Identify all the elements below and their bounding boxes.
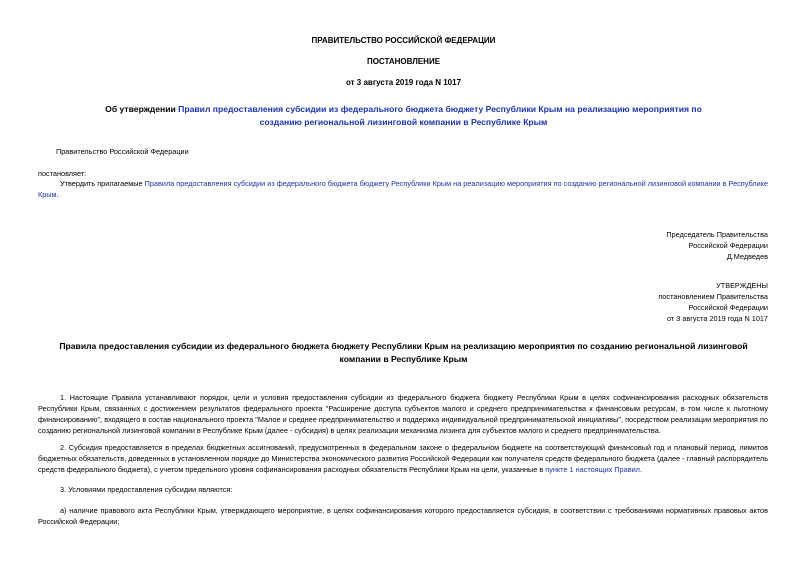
paragraph-1: [38, 392, 768, 436]
approved-by: постановлением Правительства: [658, 292, 768, 301]
paragraph-3-text: 3. Условиями предоставления субсидии являются:: [60, 485, 233, 494]
rules-title: Правила предоставления субсидии из федерального бюджета бюджету Республики Крым на реализацию мероприятия по созданию региональной лизинговой компании в Республике Крым: [59, 341, 748, 364]
approve-suffix: .: [56, 190, 59, 199]
paragraph-4: [38, 505, 768, 527]
approve-prefix: Утвердить прилагаемые: [60, 179, 145, 188]
paragraph-2-text: 2. Субсидия предоставляется в пределах бюджетных ассигнований, предусмотренных в федеральном законе о федеральном бюджете на соответствующий финансовый год и плановый период, лимитов бюджетных обязательств, доведенных в установленном порядке до Министерства экономического развития Российской Федерации как получателя средств федерального бюджета (далее - главный распорядитель средств федерального бюджета), с учетом предельного уровня софинансирования расходных обязательств Республики Крым на цели, указанные в: [38, 443, 768, 474]
clause-1-link[interactable]: пункте 1 настоящих Правил: [545, 465, 640, 474]
signature-position: Председатель Правительства: [666, 230, 768, 239]
preamble-decides: постановляет:: [38, 169, 87, 178]
document-type: ПОСТАНОВЛЕНИЕ: [366, 57, 441, 66]
approve-rules-link[interactable]: Правила предоставления субсидии из федерального бюджета бюджету Республики Крым на реализацию мероприятия по созданию региональной лизинговой компании в Республике Крым: [38, 179, 768, 199]
signature-country: Российской Федерации: [688, 241, 768, 250]
title-rules-link[interactable]: Правил предоставления субсидии из федерального бюджета бюджету Республики Крым на реализацию мероприятия по созданию региональной лизинговой компании в Республике Крым: [178, 104, 702, 127]
paragraph-2: [38, 442, 768, 475]
approved-stamp: УТВЕРЖДЕНЫ: [716, 281, 768, 290]
approved-date: от 3 августа 2019 года N 1017: [666, 314, 768, 323]
document-date-number: от 3 августа 2019 года N 1017: [345, 78, 462, 87]
paragraph-4-text: а) наличие правового акта Республики Крым, утверждающего мероприятие, в целях софинансирования которого предоставляется субсидия, в соответствии с требованиями нормативных правовых актов Российской Федерации;: [38, 506, 768, 526]
preamble-actor: Правительство Российской Федерации: [56, 147, 189, 156]
approved-country: Российской Федерации: [688, 303, 768, 312]
government-heading: ПРАВИТЕЛЬСТВО РОССИЙСКОЙ ФЕДЕРАЦИИ: [311, 36, 496, 45]
paragraph-1-text: 1. Настоящие Правила устанавливают порядок, цели и условия предоставления субсидии из федерального бюджета бюджету Республики Крым в целях софинансирования расходных обязательств Республики Крым, связанных с достижением результатов федерального проекта "Расширение доступа субъектов малого и среднего предпринимательства к финансовым ресурсам, в том числе к льготному финансированию", входящего в состав национального проекта "Малое и среднее предпринимательство и поддержка индивидуальной предпринимательской инициативы", посредством реализации мероприятия по созданию региональной лизинговой компании в Республике Крым (далее - субсидия) в целях реализации механизма лизинга для субъектов малого и среднего предпринимательства.: [38, 393, 768, 435]
signature-name: Д.Медведев: [726, 252, 768, 261]
paragraph-2-suffix: .: [639, 465, 642, 474]
title-prefix: Об утверждении: [105, 104, 179, 114]
approve-paragraph: [38, 178, 768, 200]
document-title: [90, 103, 717, 129]
paragraph-3: [38, 484, 768, 495]
